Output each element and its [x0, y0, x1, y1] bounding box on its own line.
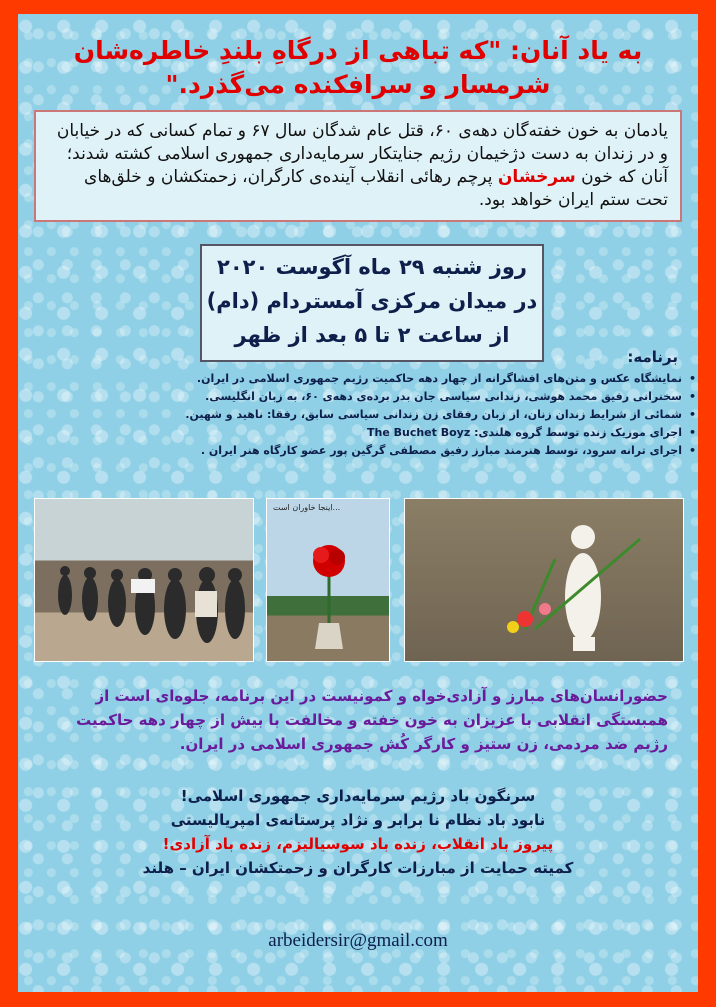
photo-red-flower	[266, 498, 390, 662]
photo-woman-khavaran	[404, 498, 684, 662]
intro-highlight: سرخشان	[497, 167, 576, 187]
program-item: • اجرای ترانه سرود، توسط هنرمند مبارز رفیق مصطفی گرگین پور عضو کارگاه هنر ایران .	[200, 444, 696, 457]
poster-background	[18, 14, 698, 992]
slogan-line: نابود باد نظام نا برابر و نژاد پرستانه‌ی امپریالیستی	[170, 811, 546, 829]
program-item: • اجرای موزیک زنده توسط گروه هلندی: The Buchet Boyz	[366, 426, 696, 439]
contact-email[interactable]: arbeidersir@gmail.com	[268, 930, 448, 951]
program-item: • سخنرانی رفیق محمد هوشی، زندانی سیاسی جان بدر برده‌ی دهه‌ی ۶۰، به زبان انگلیسی.	[205, 390, 696, 403]
solidarity-message: حضورانسان‌های مبارز و آزادی‌خواه و کمونیست در این برنامه، جلوه‌ای است از همبستگی انقلابی با عزیزان به خون خفته و مخالفت با بیش از چهار دهه حاکمیت رژیم ضد مردمی، زن ستیز و کارگر کُش جمهوری اسلامی در ایران.	[76, 687, 668, 753]
program-item-text: نمایشگاه عکس و متن‌های افشاگرانه از چهار دهه حاکمیت رژیم جمهوری اسلامی در ایران.	[196, 372, 682, 385]
program-heading: برنامه:	[627, 348, 678, 366]
slogan-line: پیروز باد انقلاب، زنده باد سوسیالیزم، زنده باد آزادی!	[162, 835, 554, 853]
event-place: در میدان مرکزی آمستردام (دام)	[206, 289, 538, 313]
slogans	[98, 784, 618, 880]
red-flower-illustration	[267, 499, 389, 661]
photo-protest-crowd	[34, 498, 254, 662]
poster-title	[48, 34, 668, 102]
program-item-text: شمائی از شرایط زندان زنان، از زبان رفقای زن زندانی سیاسی سابق، رفقا: ناهید و شهین.	[185, 408, 682, 421]
photo-caption: اینجا خاوران است...	[273, 503, 341, 512]
intro-text-before: یادمان به خون خفته‌گان دهه‌ی ۶۰، قتل عام شدگان سال ۶۷ و تمام کسانی که در خیابان و در زندان به دست دژخیمان رژیم جنایتکار سرمایه‌داری جمهوری اسلامی کشته شدند؛ آنان که خون	[56, 121, 668, 187]
intro-box	[34, 110, 682, 222]
event-box	[200, 244, 544, 362]
woman-flowers-illustration	[405, 499, 683, 661]
program-list	[82, 370, 700, 460]
event-time: از ساعت ۲ تا ۵ بعد از ظهر	[234, 323, 510, 347]
protest-crowd-illustration	[35, 499, 253, 661]
program-item-text: سخنرانی رفیق محمد هوشی، زندانی سیاسی جان بدر برده‌ی دهه‌ی ۶۰، به زبان انگلیسی.	[205, 390, 682, 403]
title-line-1: به یاد آنان: "که تباهی از درگاهِ بلندِ خاطره‌شان	[73, 36, 643, 65]
intro-text-after: پرچم رهائی انقلاب آینده‌ی کارگران، زحمتکشان و خلق‌های تحت ستم ایران خواهد بود.	[84, 167, 668, 210]
program-item: • نمایشگاه عکس و متن‌های افشاگرانه از چهار دهه حاکمیت رژیم جمهوری اسلامی در ایران.	[196, 372, 696, 385]
program-item-text: اجرای موزیک زنده توسط گروه هلندی: The Buchet Boyz	[366, 426, 682, 439]
event-date: روز شنبه ۲۹ ماه آگوست ۲۰۲۰	[217, 255, 527, 279]
organizer-name: کمیته حمایت از مبارزات کارگران و زحمتکشان ایران – هلند	[142, 859, 574, 877]
program-item-text: اجرای ترانه سرود، توسط هنرمند مبارز رفیق مصطفی گرگین پور عضو کارگاه هنر ایران .	[200, 444, 682, 457]
title-line-2: شرمسار و سرافکنده می‌گذرد."	[165, 70, 551, 99]
slogan-line: سرنگون باد رژیم سرمایه‌داری جمهوری اسلامی!	[180, 787, 536, 805]
program-item: • شمائی از شرایط زندان زنان، از زبان رفقای زن زندانی سیاسی سابق، رفقا: ناهید و شهین.	[185, 408, 696, 421]
